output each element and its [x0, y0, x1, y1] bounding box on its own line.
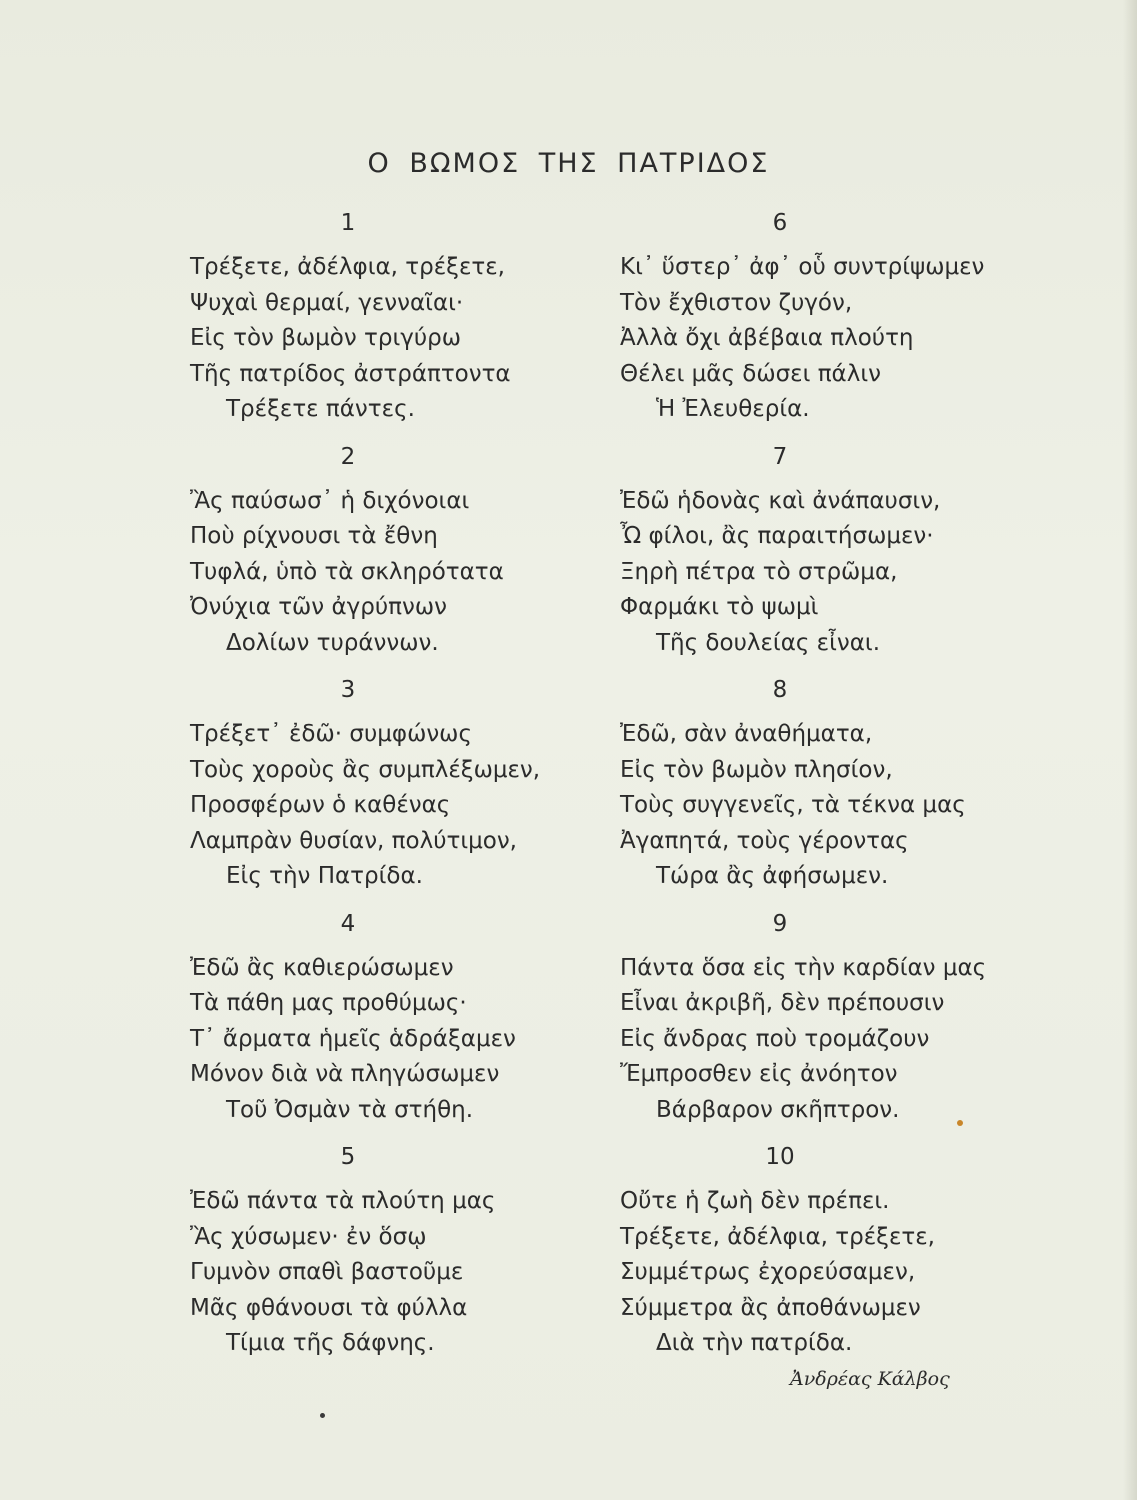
stanza	[190, 206, 590, 428]
stanza-number: 8	[772, 677, 788, 703]
speck-mark	[957, 1120, 963, 1126]
verse-line: Γυμνὸν σπαθὶ βαστοῦμε	[190, 1259, 464, 1285]
verse-line: Τοὺς χοροὺς ἂς συμπλέξωμεν,	[190, 756, 541, 783]
stanza-number: 7	[772, 443, 788, 470]
author-signature: Ἀνδρέας Κάλβος	[790, 1368, 950, 1390]
verse-line: Τὰ πάθη μας προθύμως·	[190, 990, 467, 1016]
verse-line: Τῆς δουλείας εἶναι.	[656, 629, 881, 656]
verse-line: Οὔτε ἡ ζωὴ δὲν πρέπει.	[620, 1188, 890, 1214]
left-column	[190, 206, 590, 1362]
stanza	[190, 673, 590, 895]
stanza-number: 3	[340, 677, 356, 703]
verse-line: Τρέξετε, ἀδέλφια, τρέξετε,	[620, 1223, 935, 1250]
stanza	[190, 907, 590, 1129]
verse-line: Εἶναι ἀκριβῆ, δὲν πρέπουσιν	[620, 990, 945, 1016]
verse-line: Συμμέτρως ἐχορεύσαμεν,	[620, 1259, 916, 1285]
verse-line: Τὸν ἔχθιστον ζυγόν,	[620, 289, 853, 316]
verse-line: Ἂς παύσωσ᾽ ἡ διχόνοιαι	[190, 487, 470, 514]
verse-line: Τοῦ Ὀσμὰν τὰ στήθη.	[226, 1096, 474, 1123]
verse-line: Ἐδῶ πάντα τὰ πλούτη μας	[190, 1188, 496, 1214]
stanza-number: 4	[340, 910, 356, 937]
verse-line: Ὀνύχια τῶν ἀγρύπνων	[190, 594, 447, 620]
stanza	[620, 206, 1040, 428]
stanza	[620, 1140, 1040, 1362]
verse-line: Προσφέρων ὁ καθένας	[190, 792, 451, 818]
verse-line: Λαμπρὰν θυσίαν, πολύτιμον,	[190, 827, 517, 854]
stanza-number: 1	[340, 210, 356, 236]
verse-line: Εἰς ἄνδρας ποὺ τρομάζουν	[620, 1025, 930, 1052]
verse-line: Θέλει μᾶς δώσει πάλιν	[620, 360, 881, 387]
stanza-number: 5	[340, 1144, 356, 1170]
stanza	[620, 673, 1040, 895]
verse-line: Εἰς τὸν βωμὸν πλησίον,	[620, 756, 893, 783]
verse-line: Τυφλά, ὑπὸ τὰ σκληρότατα	[190, 558, 504, 585]
verse-line: Ἔμπροσθεν εἰς ἀνόητον	[620, 1061, 898, 1087]
verse-line: Μᾶς φθάνουσι τὰ φύλλα	[190, 1294, 468, 1321]
stanza-number: 2	[340, 443, 356, 470]
verse-line: Τῆς πατρίδος ἀστράπτοντα	[190, 360, 511, 387]
verse-line: Ἡ Ἐλευθερία.	[656, 396, 810, 422]
verse-line: Τρέξετε, ἀδέλφια, τρέξετε,	[190, 254, 505, 280]
poem-title: Ο ΒΩΜΟΣ ΤΗΣ ΠΑΤΡΙΔΟΣ	[367, 148, 770, 179]
verse-line: Τίμια τῆς δάφνης.	[226, 1330, 435, 1356]
verse-line: Εἰς τὴν Πατρίδα.	[226, 863, 423, 889]
verse-line: Ἀγαπητά, τοὺς γέροντας	[620, 827, 909, 854]
verse-line: Διὰ τὴν πατρίδα.	[656, 1330, 853, 1356]
stanza	[620, 907, 1040, 1129]
verse-line: Πάντα ὅσα εἰς τὴν καρδίαν μας	[620, 954, 987, 981]
verse-line: Κι᾽ ὕστερ᾽ ἀφ᾽ οὗ συντρίψωμεν	[620, 254, 985, 280]
verse-line: Ἐδῶ ἂς καθιερώσωμεν	[190, 954, 454, 981]
verse-line: Ἐδῶ, σὰν ἀναθήματα,	[620, 721, 873, 747]
verse-line: Βάρβαρον σκῆπτρον.	[656, 1096, 900, 1123]
verse-line: Τοὺς συγγενεῖς, τὰ τέκνα μας	[620, 792, 966, 818]
verse-line: Ἂς χύσωμεν· ἐν ὅσῳ	[190, 1223, 427, 1250]
verse-line: Τώρα ἂς ἀφήσωμεν.	[656, 863, 889, 889]
verse-line: Μόνον διὰ νὰ πληγώσωμεν	[190, 1061, 500, 1087]
stanza-number: 10	[765, 1144, 795, 1170]
stanza	[190, 1140, 590, 1362]
stanza	[190, 440, 590, 662]
verse-line: Σύμμετρα ἂς ἀποθάνωμεν	[620, 1294, 921, 1321]
page-edge-shadow	[1123, 0, 1137, 1500]
verse-line: Εἰς τὸν βωμὸν τριγύρω	[190, 325, 462, 351]
right-column	[620, 206, 1040, 1362]
stanza-number: 6	[772, 210, 788, 236]
verse-line: Τρέξετ᾽ ἐδῶ· συμφώνως	[190, 721, 472, 747]
verse-line: Τ᾽ ἄρματα ἡμεῖς ἁδράξαμεν	[190, 1025, 516, 1052]
verse-line: Τρέξετε πάντες.	[226, 396, 415, 422]
stanza-number: 9	[772, 910, 788, 937]
verse-line: Δολίων τυράννων.	[226, 629, 439, 656]
verse-line: Ἀλλὰ ὄχι ἀβέβαια πλούτη	[620, 325, 914, 351]
verse-line: Ποὺ ρίχνουσι τὰ ἔθνη	[190, 523, 438, 549]
stanza	[620, 440, 1040, 662]
verse-line: Ὦ φίλοι, ἂς παραιτήσωμεν·	[620, 523, 934, 549]
verse-line: Ψυχαὶ θερμαί, γενναῖαι·	[190, 289, 464, 316]
verse-line: Ἐδῶ ἡδονὰς καὶ ἀνάπαυσιν,	[620, 487, 941, 514]
verse-line: Φαρμάκι τὸ ψωμὶ	[620, 594, 819, 620]
verse-line: Ξηρὴ πέτρα τὸ στρῶμα,	[620, 558, 898, 585]
speck-mark	[320, 1413, 325, 1418]
